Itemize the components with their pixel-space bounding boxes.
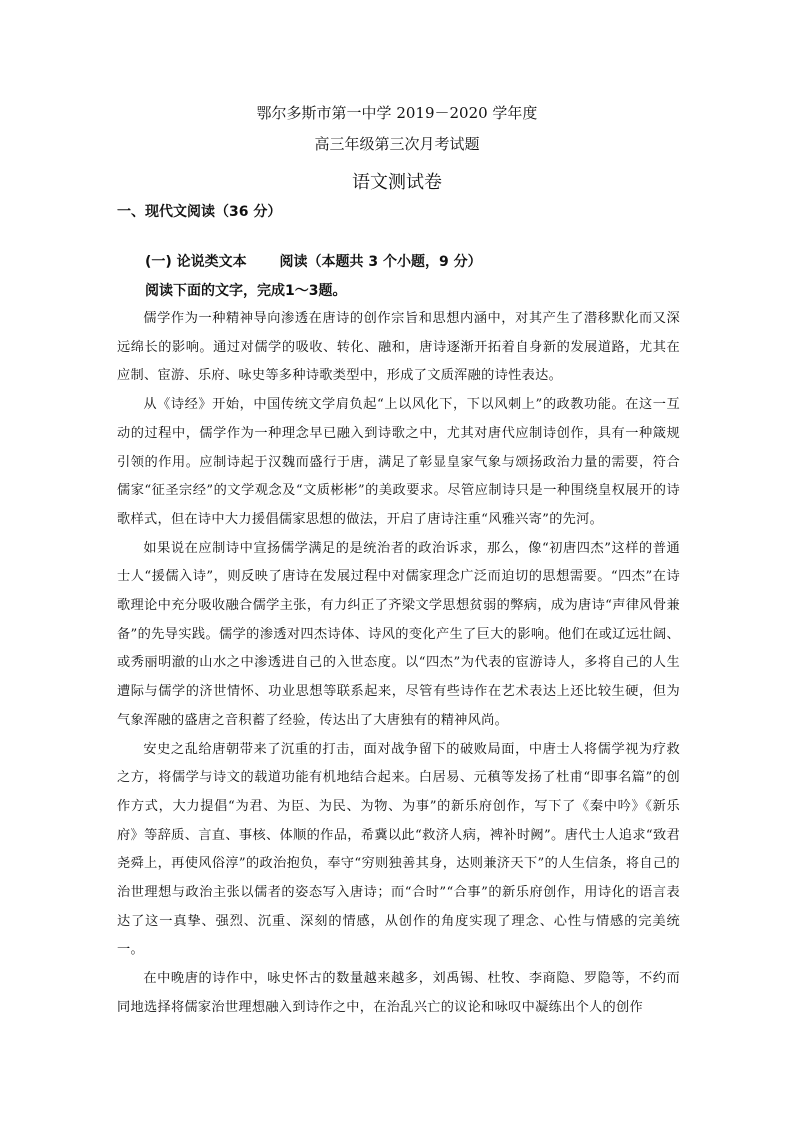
- exam-name-title: 高三年级第三次月考试题: [314, 135, 480, 153]
- reading-instruction: 阅读下面的文字，完成1～3题。: [145, 283, 347, 299]
- passage-paragraph-5: 在中晚唐的诗作中，咏史怀古的数量越来越多，刘禹锡、杜牧、李商隐、罗隐等，不约而同地选择将儒家治世理想融入到诗作之中，在治乱兴亡的议论和咏叹中凝练出个人的创作: [117, 971, 680, 1015]
- section-heading: 一、现代文阅读（36 分）: [117, 204, 282, 220]
- passage-paragraph-2: 从《诗经》开始，中国传统文学肩负起“上以风化下，下以风刺上”的政教功能。在这一互动的过程中，儒学作为一种理念早已融入到诗歌之中，尤其对唐代应制诗创作，具有一种箴规引领的作用。应制诗起于汉魏而盛行于唐，满足了彰显皇家气象与颂扬政治力量的需要，符合儒家“征圣宗经”的文学观念及“文质彬彬”的美政要求。尽管应制诗只是一种围绕皇权展开的诗歌样式，但在诗中大力援倡儒家思想的做法，开启了唐诗注重“风雅兴寄”的先河。: [117, 397, 680, 527]
- school-year-title: 鄂尔多斯市第一中学 2019－2020 学年度: [256, 104, 538, 122]
- passage-paragraph-1: 儒学作为一种精神导向渗透在唐诗的创作宗旨和思想内涵中，对其产生了潜移默化而又深远绵长的影响。通过对儒学的吸收、转化、融和，唐诗逐渐开拓着自身新的发展道路，尤其在应制、宦游、乐府、咏史等多种诗歌类型中，形成了文质浑融的诗性表达。: [117, 311, 680, 384]
- reading-passage: [117, 305, 680, 1023]
- subsection-heading: (一) 论说类文本 阅读（本题共 3 个小题，9 分）: [145, 254, 482, 270]
- subject-title: 语文测试卷: [352, 172, 442, 193]
- passage-paragraph-3: 如果说在应制诗中宣扬儒学满足的是统治者的政治诉求，那么，像“初唐四杰”这样的普通士人“援儒入诗”，则反映了唐诗在发展过程中对儒家理念广泛而迫切的思想需要。“四杰”在诗歌理论中充分吸收融合儒学主张，有力纠正了齐梁文学思想贫弱的弊病，成为唐诗“声律风骨兼备”的先导实践。儒学的渗透对四杰诗体、诗风的变化产生了巨大的影响。他们在或辽远壮阔、或秀丽明澈的山水之中渗透进自己的入世态度。以“四杰”为代表的宦游诗人，多将自己的人生遭际与儒学的济世情怀、功业思想等联系起来，尽管有些诗作在艺术表达上还比较生硬，但为气象浑融的盛唐之音积蓄了经验，传达出了大唐独有的精神风尚。: [117, 540, 680, 728]
- passage-paragraph-4: 安史之乱给唐朝带来了沉重的打击，面对战争留下的破败局面，中唐士人将儒学视为疗救之方，将儒学与诗文的载道功能有机地结合起来。白居易、元稹等发扬了杜甫“即事名篇”的创作方式，大力提倡“为君、为臣、为民、为物、为事”的新乐府创作，写下了《秦中吟》《新乐府》等辞质、言直、事核、体顺的作品，希冀以此“救济人病，裨补时阙”。唐代士人追求“致君尧舜上，再使风俗淳”的政治抱负，奉守“穷则独善其身，达则兼济天下”的人生信条，将自己的治世理想与政治主张以儒者的姿态写入唐诗；而“合时”“合事”的新乐府创作，用诗化的语言表达了这一真挚、强烈、沉重、深刻的情感，从创作的角度实现了理念、心性与情感的完美统一。: [117, 741, 680, 958]
